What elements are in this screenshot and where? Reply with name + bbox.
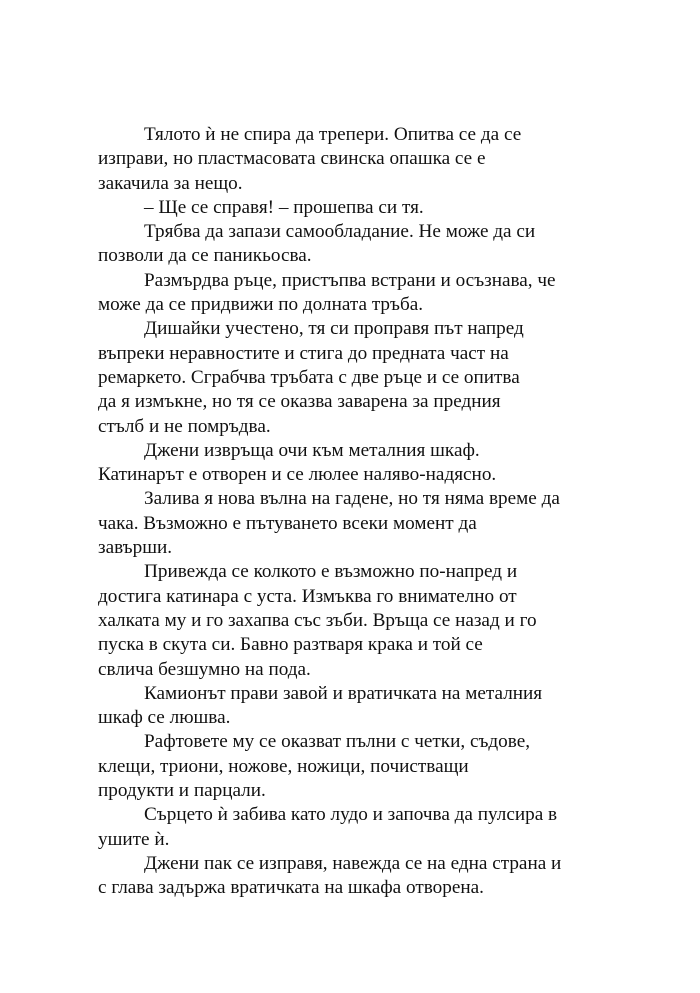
text-line: клещи, триони, ножове, ножици, почистващи <box>98 755 469 777</box>
text-line: Катинарът е отворен и се люлее наляво-надясно. <box>98 464 497 486</box>
paragraph-first-line: Рафтовете му се оказват пълни с четки, съдове, <box>144 731 531 753</box>
paragraph-first-line: Камионът прави завой и вратичката на металния <box>144 682 543 704</box>
text-line: продукти и парцали. <box>98 780 266 802</box>
text-line: достига катинара с уста. Измъква го внимателно от <box>98 585 517 607</box>
text-line: позволи да се паникьосва. <box>98 245 312 267</box>
paragraph-first-line: Джени пак се изправя, навежда се на една страна и <box>144 852 562 874</box>
text-line: стълб и не помръдва. <box>98 415 271 437</box>
text-line: чака. Възможно е пътуването всеки момент да <box>98 512 477 534</box>
text-line: ремаркето. Сграбчва тръбата с две ръце и се опитва <box>98 366 520 388</box>
text-line: изправи, но пластмасовата свинска опашка се е <box>98 148 486 170</box>
text-line: закачила за нещо. <box>98 172 243 194</box>
text-line: да я измъкне, но тя се оказва заварена за предния <box>98 391 501 413</box>
paragraph-first-line: Сърцето ѝ забива като лудо и започва да пулсира в <box>144 804 558 826</box>
paragraph-first-line: Трябва да запази самообладание. Не може да си <box>144 221 536 243</box>
paragraph-first-line: Размърдва ръце, пристъпва встрани и осъзнава, че <box>144 269 556 291</box>
paragraph-first-line: Привежда се колкото е възможно по-напред и <box>144 561 518 583</box>
text-line: пуска в скута си. Бавно разтваря крака и той се <box>98 634 483 656</box>
paragraph-first-line: Джени извръща очи към металния шкаф. <box>144 439 480 461</box>
text-line: халката му и го захапва със зъби. Връща се назад и го <box>98 609 537 631</box>
paragraph-first-line: Дишайки учестено, тя си проправя път напред <box>144 318 524 340</box>
text-line: свлича безшумно на пода. <box>98 658 311 680</box>
text-line: ушите ѝ. <box>98 828 170 850</box>
text-line: с глава задържа вратичката на шкафа отворена. <box>98 877 484 899</box>
paragraph-first-line: Тялото ѝ не спира да трепери. Опитва се да се <box>144 124 522 145</box>
body-text <box>98 123 618 901</box>
text-line: завърши. <box>98 537 173 559</box>
paragraph-first-line: Залива я нова вълна на гадене, но тя няма време да <box>144 488 560 510</box>
text-line: може да се придвижи по долната тръба. <box>98 294 424 316</box>
paragraph-first-line: – Ще се справя! – прошепва си тя. <box>144 196 424 218</box>
text-line: шкаф се люшва. <box>98 707 231 729</box>
text-line: въпреки неравностите и стига до предната част на <box>98 342 509 364</box>
